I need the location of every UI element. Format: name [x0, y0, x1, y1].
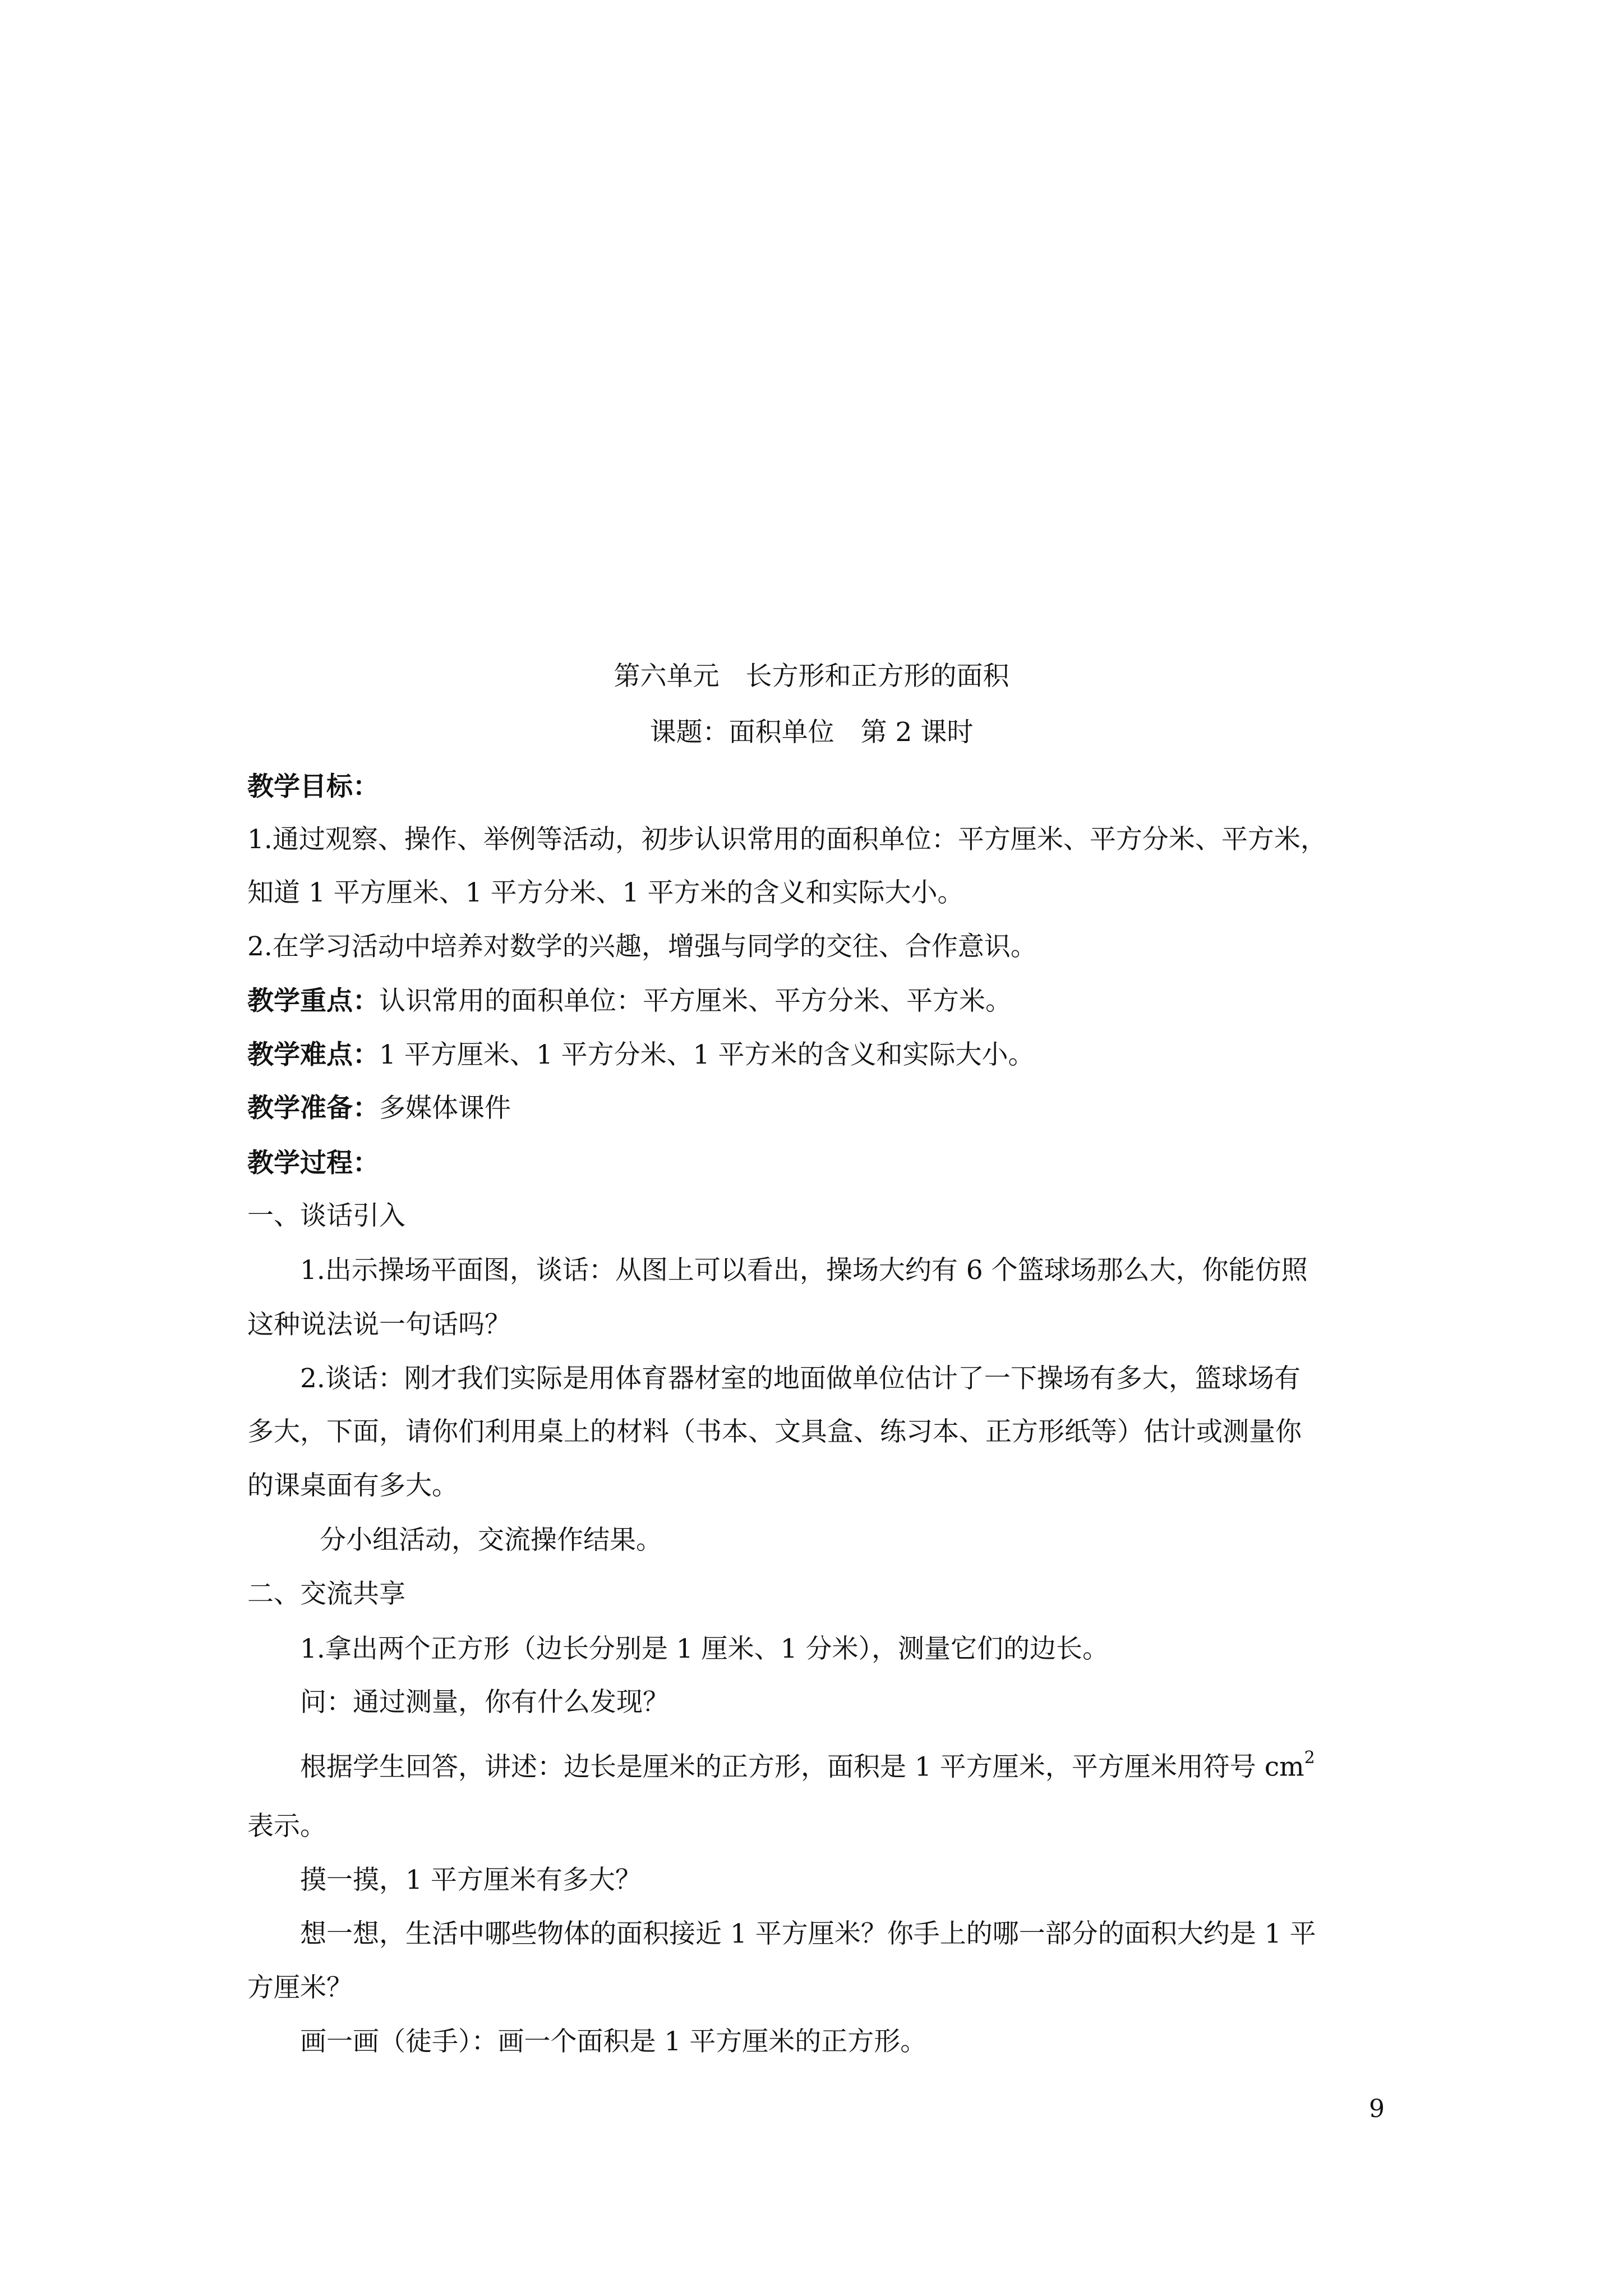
section-2-heading: 二、交流共享 — [247, 1579, 405, 1609]
page-number: 9 — [1369, 2095, 1385, 2123]
s2-paragraph-3a-text: 根据学生回答，讲述：边长是厘米的正方形，面积是 1 平方厘米，平方厘米用符号 cm — [300, 1751, 1304, 1783]
s1-paragraph-1b: 这种说法说一句话吗？ — [247, 1309, 511, 1340]
key-points-label: 教学重点： — [247, 986, 379, 1016]
difficulty-label: 教学难点： — [247, 1039, 379, 1070]
squared-superscript: 2 — [1304, 1748, 1315, 1768]
s1-paragraph-1a: 1.出示操场平面图，谈话：从图上可以看出，操场大约有 6 个篮球场那么大，你能仿照 — [300, 1255, 1308, 1286]
difficulty — [247, 1038, 1035, 1072]
s2-paragraph-5b: 方厘米？ — [247, 1972, 353, 2003]
objective-1b: 知道 1 平方厘米、1 平方分米、1 平方米的含义和实际大小。 — [247, 877, 964, 908]
s1-paragraph-3: 分小组活动，交流操作结果。 — [320, 1525, 662, 1556]
difficulty-text: 1 平方厘米、1 平方分米、1 平方米的含义和实际大小。 — [379, 1039, 1035, 1070]
lesson-title: 课题：面积单位 第 2 课时 — [649, 717, 974, 748]
s2-paragraph-5a: 想一想，生活中哪些物体的面积接近 1 平方厘米？你手上的哪一部分的面积大约是 1 平 — [300, 1918, 1316, 1949]
s1-paragraph-2a: 2.谈话：刚才我们实际是用体育器材室的地面做单位估计了一下操场有多大，篮球场有 — [300, 1363, 1301, 1394]
s2-paragraph-3b: 表示。 — [247, 1811, 326, 1842]
unit-title: 第六单元 长方形和正方形的面积 — [614, 661, 1009, 692]
key-points-text: 认识常用的面积单位：平方厘米、平方分米、平方米。 — [379, 986, 1012, 1016]
s1-paragraph-2b: 多大，下面，请你们利用桌上的材料（书本、文具盒、练习本、正方形纸等）估计或测量你 — [247, 1416, 1302, 1447]
key-points — [247, 984, 1012, 1018]
s2-paragraph-6: 画一画（徒手）：画一个面积是 1 平方厘米的正方形。 — [300, 2026, 927, 2057]
preparation-text: 多媒体课件 — [379, 1093, 511, 1124]
s2-paragraph-4: 摸一摸，1 平方厘米有多大？ — [300, 1865, 642, 1895]
section-1-heading: 一、谈话引入 — [247, 1200, 405, 1231]
s2-paragraph-2: 问：通过测量，你有什么发现？ — [300, 1687, 669, 1718]
objective-2: 2.在学习活动中培养对数学的兴趣，增强与同学的交往、合作意识。 — [247, 931, 1037, 962]
s2-paragraph-3a — [300, 1745, 1315, 1784]
s1-paragraph-2c: 的课桌面有多大。 — [247, 1470, 458, 1501]
s2-paragraph-1: 1.拿出两个正方形（边长分别是 1 厘米、1 分米），测量它们的边长。 — [300, 1634, 1109, 1664]
objectives-heading: 教学目标： — [247, 771, 379, 802]
objective-1a: 1.通过观察、操作、举例等活动，初步认识常用的面积单位：平方厘米、平方分米、平方米， — [247, 824, 1327, 855]
preparation-label: 教学准备： — [247, 1093, 379, 1124]
preparation — [247, 1092, 511, 1125]
process-heading: 教学过程： — [247, 1148, 379, 1179]
